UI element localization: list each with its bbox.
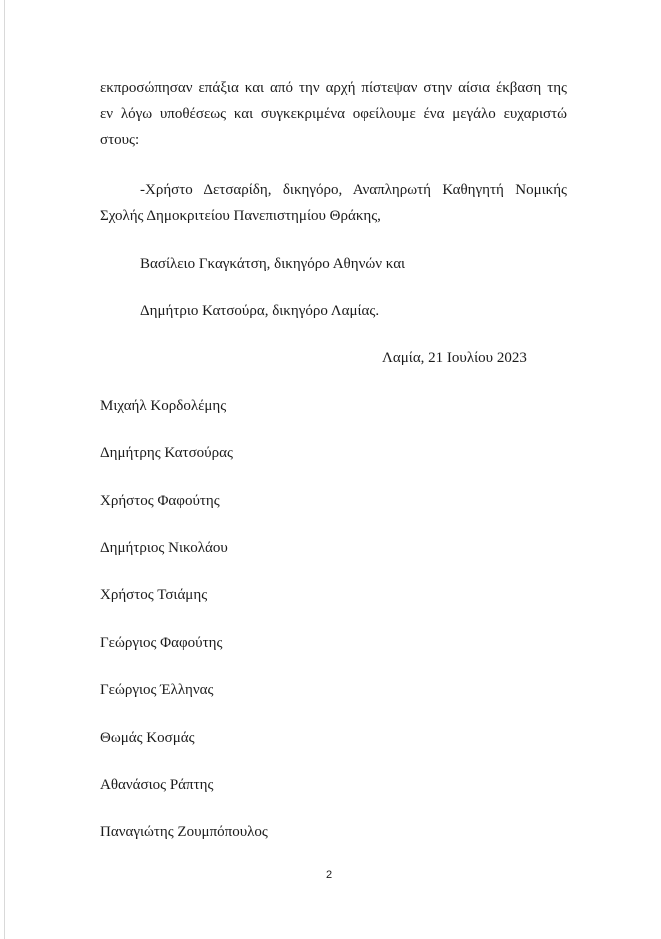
signatory-name: Παναγιώτης Ζουμπόπουλος	[100, 824, 268, 840]
acknowledgement-line: -Χρήστο Δετσαρίδη, δικηγόρο, Αναπληρωτή Καθηγητή Νομικής	[140, 182, 567, 198]
signatory-name: Χρήστος Φαφούτης	[100, 493, 220, 509]
paragraph-line: εκπροσώπησαν επάξια και από την αρχή πίστεψαν στην αίσια έκβαση της	[100, 80, 567, 96]
signatory-name: Γεώργιος Φαφούτης	[100, 635, 223, 651]
signatory-name: Δημήτρης Κατσούρας	[100, 445, 233, 461]
paragraph-line: στους:	[100, 132, 140, 148]
signatory-name: Θωμάς Κοσμάς	[100, 730, 195, 746]
signatory-name: Δημήτριος Νικολάου	[100, 540, 228, 556]
signatory-name: Γεώργιος Έλληνας	[100, 682, 214, 698]
acknowledgement-line: Βασίλειο Γκαγκάτση, δικηγόρο Αθηνών και	[140, 256, 406, 272]
place-date: Λαμία, 21 Ιουλίου 2023	[382, 350, 527, 366]
page-number: 2	[326, 869, 333, 881]
acknowledgement-line: Σχολής Δημοκριτείου Πανεπιστημίου Θράκης,	[100, 208, 381, 224]
signatory-name: Χρήστος Τσιάμης	[100, 587, 208, 603]
signatory-name: Μιχαήλ Κορδολέμης	[100, 398, 227, 414]
paragraph-line: εν λόγω υποθέσεως και συγκεκριμένα οφείλουμε ένα μεγάλο ευχαριστώ	[100, 106, 567, 122]
acknowledgement-line: Δημήτριο Κατσούρα, δικηγόρο Λαμίας.	[140, 303, 380, 319]
page-edge-line	[4, 0, 5, 939]
signatory-name: Αθανάσιος Ράπτης	[100, 777, 214, 793]
